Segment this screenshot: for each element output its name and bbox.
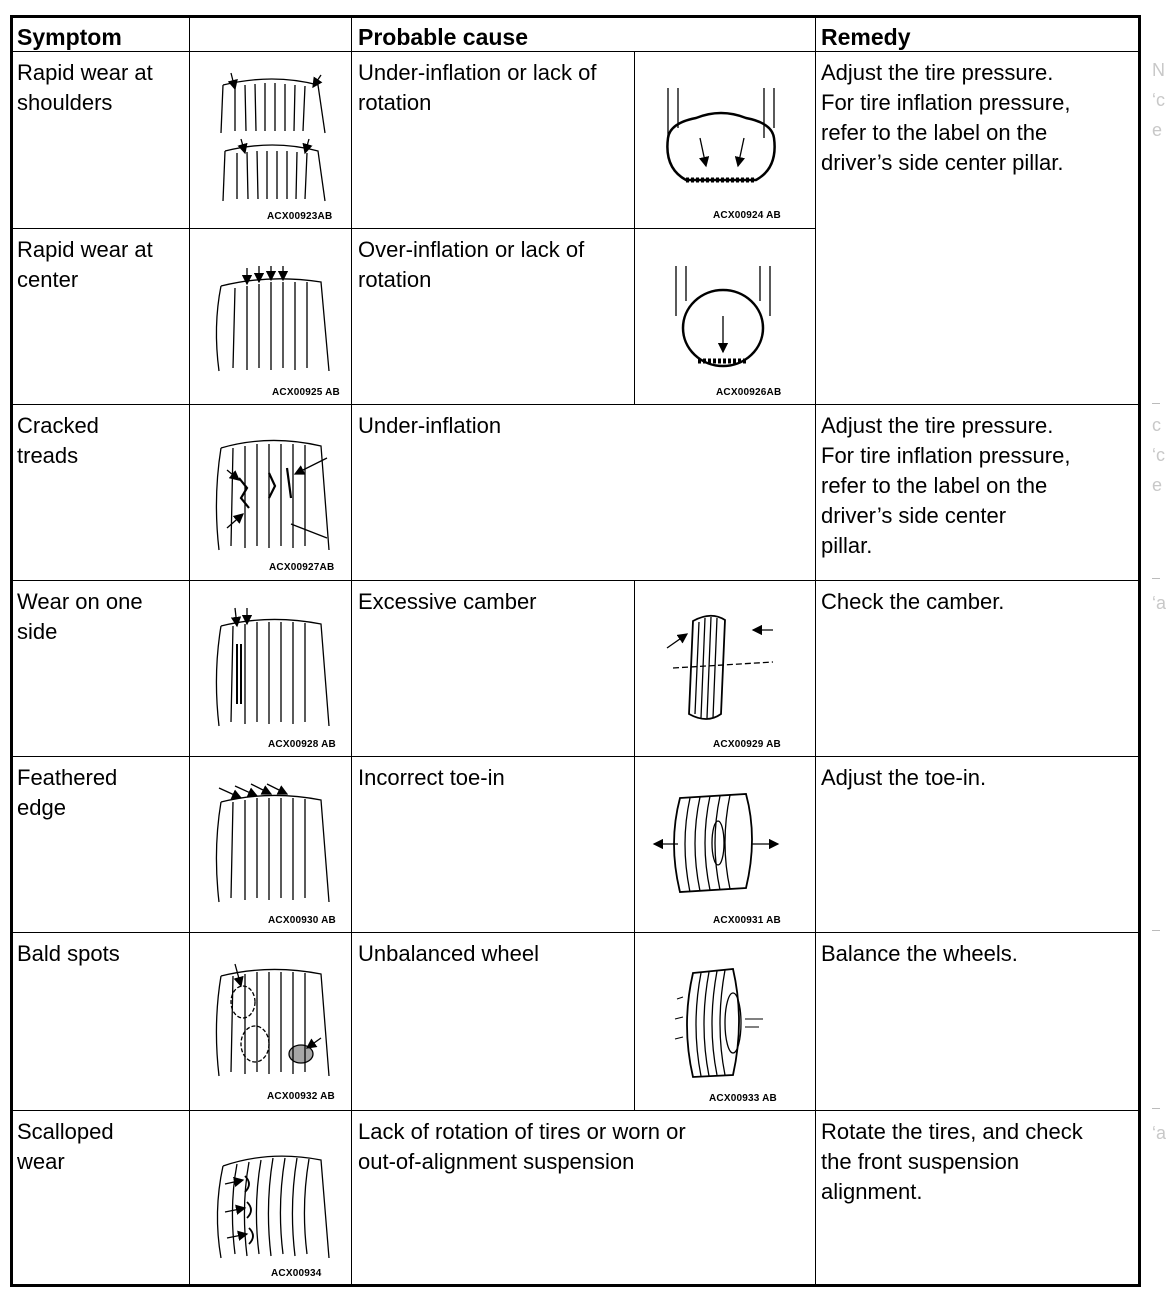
header-remedy: Remedy bbox=[821, 24, 911, 50]
shoulder-wear-tread-illustration bbox=[213, 73, 333, 208]
figure-code: ACX00923AB bbox=[267, 211, 333, 222]
remedy-text: Check the camber. bbox=[821, 589, 1005, 614]
figure-code: ACX00931 AB bbox=[713, 915, 781, 926]
symptom-text: Wear on one side bbox=[17, 589, 143, 644]
figure-code: ACX00929 AB bbox=[713, 739, 781, 750]
unbalanced-wheel-illustration bbox=[663, 963, 773, 1083]
figure-code: ACX00927AB bbox=[269, 562, 335, 573]
figure-code: ACX00934 bbox=[271, 1268, 322, 1279]
symptom-text: Rapid wear at shoulders bbox=[17, 60, 153, 115]
adjacent-page-rule bbox=[1152, 578, 1160, 579]
figure-code: ACX00926AB bbox=[716, 387, 782, 398]
adjacent-page-fragment: c ‘c e bbox=[1152, 415, 1165, 495]
scalloped-wear-tread-illustration bbox=[209, 1136, 339, 1266]
cause-text: Incorrect toe-in bbox=[358, 765, 505, 790]
adjacent-page-rule bbox=[1152, 1108, 1160, 1109]
symptom-text: Bald spots bbox=[17, 941, 120, 966]
remedy-text: Balance the wheels. bbox=[821, 941, 1018, 966]
figure-code: ACX00932 AB bbox=[267, 1091, 335, 1102]
center-wear-tread-illustration bbox=[209, 246, 339, 376]
cause-text: Under-inflation or lack of rotation bbox=[358, 60, 597, 115]
adjacent-page-rule bbox=[1152, 403, 1160, 404]
figure-code: ACX00924 AB bbox=[713, 210, 781, 221]
adjacent-page-rule bbox=[1152, 930, 1160, 931]
symptom-text: Feathered edge bbox=[17, 765, 118, 820]
header-symptom: Symptom bbox=[17, 24, 122, 50]
toe-in-tire-illustration bbox=[648, 788, 788, 898]
underinflated-tire-section-illustration bbox=[656, 88, 786, 193]
figure-code: ACX00930 AB bbox=[268, 915, 336, 926]
remedy-text: Adjust the tire pressure. For tire inflation pressure, refer to the label on the driver’s side center pillar. bbox=[821, 60, 1071, 175]
col-divider bbox=[189, 18, 190, 1284]
figure-code: ACX00933 AB bbox=[709, 1093, 777, 1104]
one-side-wear-tread-illustration bbox=[209, 604, 339, 734]
row-divider bbox=[13, 932, 1138, 933]
cause-text: Excessive camber bbox=[358, 589, 537, 614]
symptom-text: Scalloped wear bbox=[17, 1119, 114, 1174]
col-divider bbox=[634, 580, 635, 1110]
header-probable-cause: Probable cause bbox=[358, 24, 529, 50]
remedy-text: Adjust the tire pressure. For tire inflation pressure, refer to the label on the driver’s side center pillar. bbox=[821, 413, 1071, 558]
row-divider bbox=[13, 580, 1138, 581]
cause-text: Unbalanced wheel bbox=[358, 941, 540, 966]
cracked-tread-illustration bbox=[209, 428, 339, 558]
camber-tire-illustration bbox=[663, 606, 783, 726]
row-divider bbox=[13, 228, 815, 229]
row-divider bbox=[13, 51, 1138, 52]
cause-text: Under-inflation bbox=[358, 413, 502, 438]
figure-code: ACX00925 AB bbox=[272, 387, 340, 398]
symptom-text: Rapid wear at center bbox=[17, 237, 153, 292]
adjacent-page-fragment: N ‘c e bbox=[1152, 60, 1165, 140]
remedy-text: Adjust the toe-in. bbox=[821, 765, 987, 790]
cause-text: Over-inflation or lack of rotation bbox=[358, 237, 585, 292]
col-divider bbox=[815, 18, 816, 1284]
remedy-text: Rotate the tires, and check the front suspension alignment. bbox=[821, 1119, 1083, 1204]
symptom-text: Cracked treads bbox=[17, 413, 99, 468]
col-divider bbox=[634, 51, 635, 404]
overinflated-tire-section-illustration bbox=[668, 266, 778, 376]
row-divider bbox=[13, 404, 1138, 405]
cause-text: Lack of rotation of tires or worn or out-of-alignment suspension bbox=[358, 1119, 686, 1174]
col-divider bbox=[351, 18, 352, 1284]
bald-spot-tread-illustration bbox=[209, 954, 339, 1084]
row-divider bbox=[13, 1110, 1138, 1111]
figure-code: ACX00928 AB bbox=[268, 739, 336, 750]
feathered-edge-tread-illustration bbox=[209, 780, 339, 910]
row-divider bbox=[13, 756, 1138, 757]
tire-wear-table bbox=[10, 15, 1141, 1287]
adjacent-page-fragment: ‘a bbox=[1152, 1123, 1166, 1143]
adjacent-page-fragment: ‘a bbox=[1152, 593, 1166, 613]
